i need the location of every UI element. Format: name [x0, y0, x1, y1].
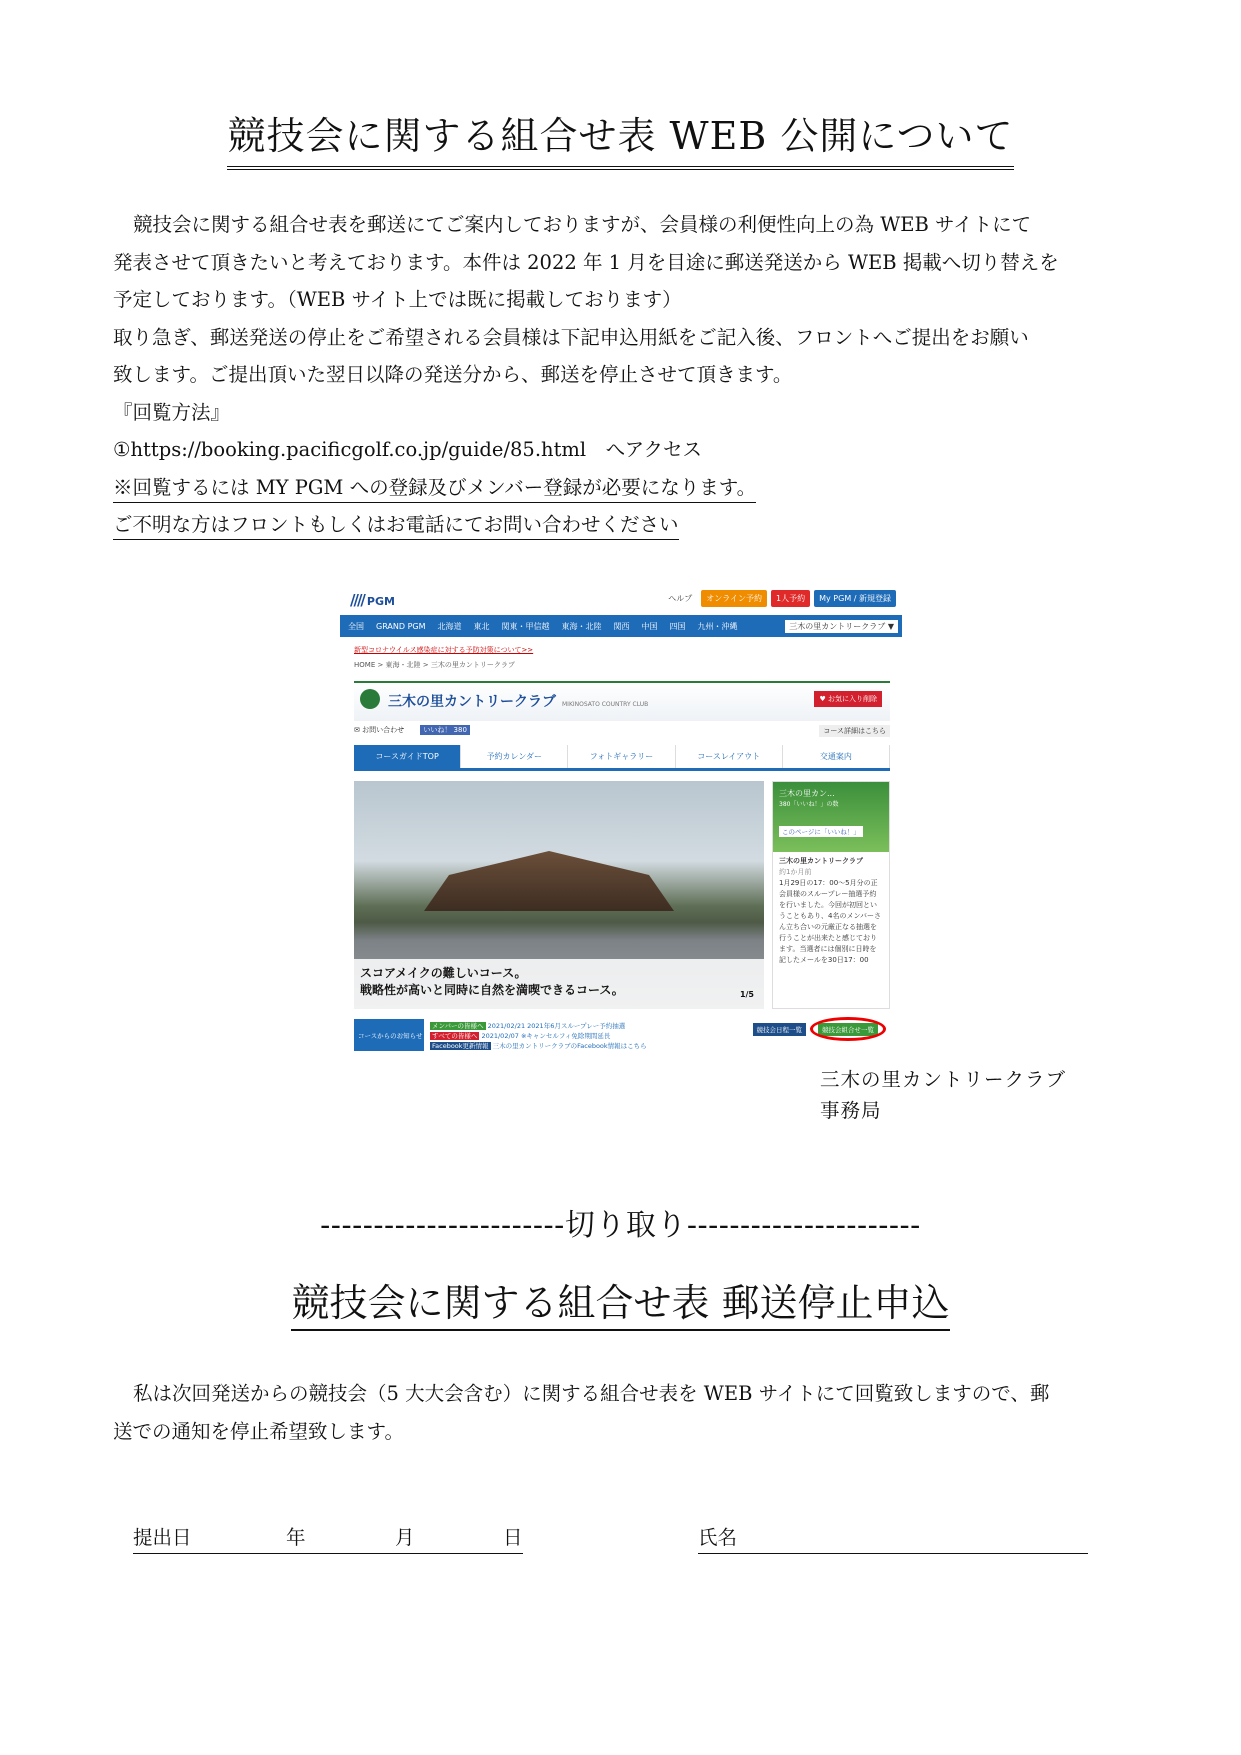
- online-reserve-button: オンライン予約: [701, 590, 767, 607]
- clubhouse-building: [424, 851, 674, 911]
- intro-line: 取り急ぎ、郵送発送の停止をご希望される会員様は下記申込用紙をご記入後、フロントへご提出をお願い: [113, 325, 1029, 349]
- club-select: 三木の里カントリークラブ ▼: [785, 620, 898, 633]
- club-logo-icon: [360, 689, 380, 709]
- signature-club: 三木の里カントリークラブ: [820, 1068, 1067, 1091]
- year-label: 年: [286, 1526, 306, 1549]
- signature-office: 事務局: [820, 1099, 882, 1122]
- detail-link: コース詳細はこちら: [819, 725, 890, 737]
- club-name: 三木の里カントリークラブ MIKINOSATO COUNTRY CLUB: [388, 694, 649, 710]
- intro-line: 競技会に関する組合せ表を郵送にてご案内しておりますが、会員様の利便性向上の為 WEB サイトにて: [133, 213, 1032, 236]
- cut-line: -----------------------切り取り----------------------: [320, 1208, 921, 1243]
- month-label: 月: [395, 1526, 415, 1549]
- region-nav: [340, 615, 902, 637]
- fb-like-button: このページに「いいね！」: [779, 826, 863, 837]
- help-link: ヘルプ: [668, 594, 693, 603]
- tab-access: 交通案内: [783, 745, 890, 768]
- tab-photo: フォトギャラリー: [568, 745, 675, 768]
- name-label: 氏名: [698, 1526, 738, 1549]
- day-label: 日: [503, 1526, 523, 1549]
- intro-section: [113, 206, 1143, 544]
- date-label: 提出日: [133, 1526, 192, 1549]
- news-section: [354, 1019, 890, 1051]
- club-subbar: [354, 725, 890, 737]
- results-list-button: 競技会組合せ一覧: [818, 1023, 878, 1036]
- intro-line: 予定しております。（WEB サイト上では既に掲載しております）: [113, 288, 682, 311]
- news-rows: メンバーの皆様へ 2021/02/21 2021年6月スループレー予約抽選 すべての皆様へ 2021/02/07 ※キャンセルフィ免除期間延長 Facebook更新情報 三木の里カントリークラブのFacebook情報はこちら: [432, 1022, 647, 1050]
- schedule-list-button: 競技会日程一覧: [753, 1023, 807, 1036]
- nav-item: 北海道: [437, 621, 462, 631]
- nav-item: 九州・沖縄: [697, 621, 738, 631]
- tab-layout: コースレイアウト: [676, 745, 783, 768]
- intro-line: 致します。ご提出頂いた翌日以降の発送分から、郵送を停止させて頂きます。: [113, 363, 793, 386]
- mypgm-button: My PGM / 新規登録: [814, 590, 896, 607]
- facebook-widget: [772, 781, 890, 1009]
- nav-item: 中国: [641, 621, 658, 631]
- nav-item: 関東・甲信越: [501, 621, 550, 631]
- method-note: ご不明な方はフロントもしくはお電話にてお問い合わせください: [113, 511, 679, 540]
- nav-item: 関西: [613, 621, 630, 631]
- nav-item: 全国: [348, 621, 364, 631]
- slide-counter: 1/5: [739, 990, 754, 999]
- covid-notice: 新型コロナウイルス感染症に対する予防対策について>>: [354, 646, 534, 654]
- like-badge: いいね！ 380: [420, 725, 470, 735]
- clubhouse-photo: [354, 781, 764, 1009]
- method-step: ①https://booking.pacificgolf.co.jp/guide/85.html へアクセス: [113, 438, 702, 461]
- name-field[interactable]: [698, 1522, 1088, 1554]
- form-text: 私は次回発送からの競技会（5 大大会含む）に関する組合せ表を WEB サイトにて回覧致しますので、郵 送での通知を停止希望致します。: [113, 1382, 1050, 1443]
- method-note: ※回覧するには MY PGM への登録及びメンバー登録が必要になります。: [113, 474, 756, 503]
- tab-course-top: コースガイドTOP: [354, 745, 461, 768]
- photo-caption: スコアメイクの難しいコース。 戦略性が高いと同時に自然を満喫できるコース。 1/5: [354, 959, 764, 1009]
- signature: [820, 1064, 1066, 1126]
- contact-link: ✉ お問い合わせ: [354, 726, 405, 734]
- website-screenshot: [340, 585, 902, 1055]
- nav-item: 四国: [669, 621, 686, 631]
- facebook-post: 三木の里カントリークラブ 約1か月前 1月29日の17：00〜5月分の正会員様のスループレー抽選予約を行いました。今回が初回ということもあり、4名のメンバーさん立ち合いの元厳正なる抽選を行うことが出来たと感じております。当選者には個別に日時を記したメールを30日17：00: [779, 857, 881, 964]
- method-heading: 『回覧方法』: [113, 400, 231, 424]
- guide-tabs: [354, 745, 890, 771]
- page-title: 競技会に関する組合せ表 WEB 公開について: [0, 105, 1241, 170]
- news-label: コースからのお知らせ: [354, 1019, 424, 1051]
- submission-date-field[interactable]: [133, 1522, 523, 1554]
- intro-line: 発表させて頂きたいと考えております。本件は 2022 年 1 月を目途に郵送発送から WEB 掲載へ切り替えを: [113, 250, 1059, 274]
- pgm-logo: //// PGM: [350, 591, 395, 609]
- favorite-button: ♥ お気に入り削除: [814, 691, 882, 707]
- form-title: 競技会に関する組合せ表 郵送停止申込: [0, 1272, 1241, 1331]
- club-header: [354, 681, 890, 721]
- nav-item: GRAND PGM: [376, 621, 426, 631]
- single-reserve-button: 1人予約: [771, 590, 810, 607]
- highlight-circle: [810, 1017, 886, 1041]
- facebook-header: 三木の里カン... 380「いいね！」の数 このページに「いいね！」: [773, 782, 889, 852]
- nav-item: 東北: [473, 621, 490, 631]
- nav-item: 東海・北陸: [561, 621, 602, 631]
- breadcrumb: HOME > 東海・北陸 > 三木の里カントリークラブ: [354, 661, 515, 669]
- tab-calendar: 予約カレンダー: [461, 745, 568, 768]
- top-buttons: [663, 590, 896, 607]
